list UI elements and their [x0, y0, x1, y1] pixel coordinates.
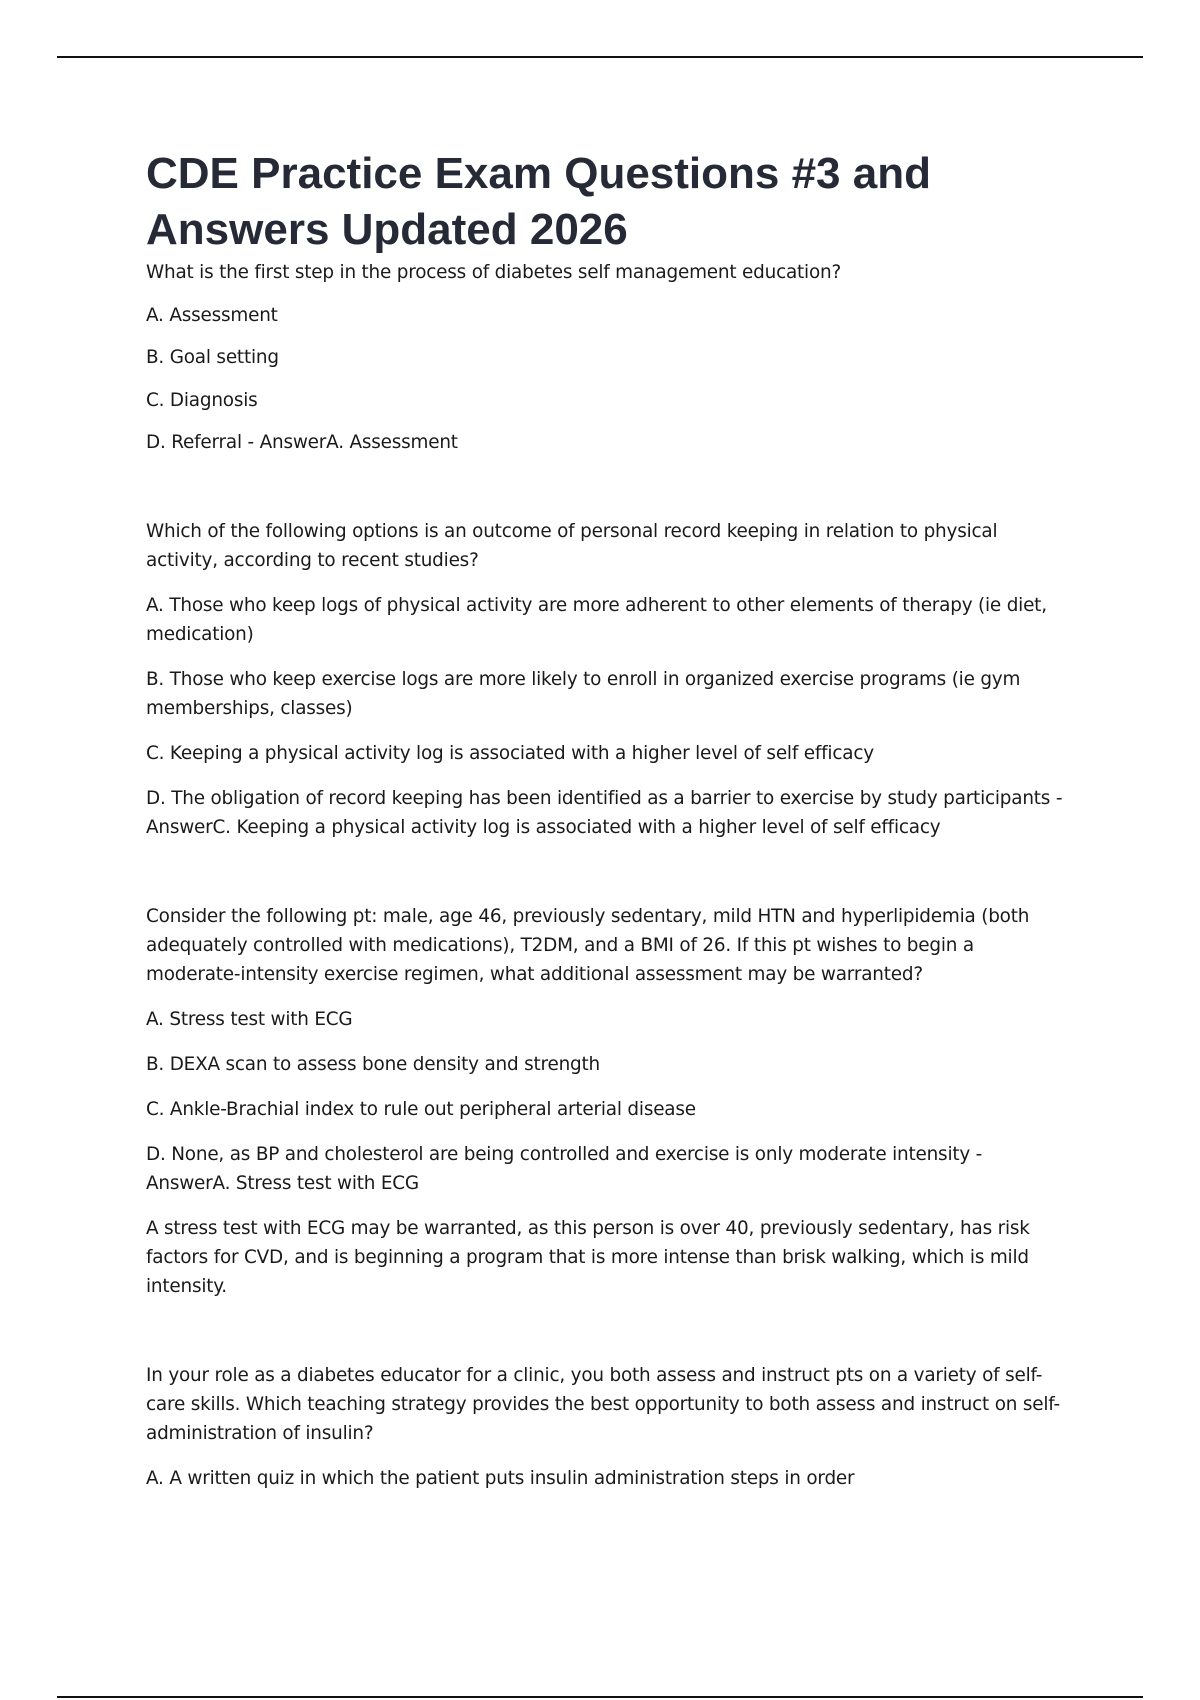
answer-option: C. Keeping a physical activity log is associated with a higher level of self efficacy	[146, 743, 874, 764]
answer-explanation: A stress test with ECG may be warranted, as this person is over 40, previously sedentary, has risk factors for CVD, and is beginning a program that is more intense than brisk walking, which is mild intensity.	[146, 1218, 1030, 1297]
answer-option: A. Those who keep logs of physical activity are more adherent to other elements of therapy (ie diet, medication)	[146, 595, 1047, 645]
document-body	[146, 146, 1066, 1493]
answer-option: B. DEXA scan to assess bone density and strength	[146, 1054, 600, 1075]
answer-option: D. Referral - AnswerA. Assessment	[146, 432, 458, 453]
question-text: What is the first step in the process of diabetes self management education?	[146, 262, 842, 283]
answer-option: B. Those who keep exercise logs are more likely to enroll in organized exercise programs (ie gym memberships, classes)	[146, 669, 1021, 719]
question-block-2	[146, 517, 1066, 842]
answer-option: D. The obligation of record keeping has been identified as a barrier to exercise by study participants - AnswerC. Keeping a physical activity log is associated with a higher level of self efficacy	[146, 788, 1063, 838]
answer-option: A. Stress test with ECG	[146, 1009, 353, 1030]
answer-option: C. Ankle-Brachial index to rule out peripheral arterial disease	[146, 1099, 696, 1120]
answer-option: A. A written quiz in which the patient puts insulin administration steps in order	[146, 1468, 855, 1489]
answer-option: C. Diagnosis	[146, 390, 258, 411]
answer-option: B. Goal setting	[146, 347, 279, 368]
answer-option: A. Assessment	[146, 305, 278, 326]
question-text: Consider the following pt: male, age 46, previously sedentary, mild HTN and hyperlipidemia (both adequately controlled with medications), T2DM, and a BMI of 26. If this pt wishes to begin a moderate-intensity exercise regimen, what additional assessment may be warranted?	[146, 906, 1030, 985]
document-title: CDE Practice Exam Questions #3 and Answers Updated 2026	[146, 149, 931, 254]
bottom-rule	[57, 1696, 1143, 1698]
question-text: In your role as a diabetes educator for a clinic, you both assess and instruct pts on a variety of self-care skills. Which teaching strategy provides the best opportunity to both assess and instruct on self-administration of insulin?	[146, 1365, 1060, 1444]
question-block-3	[146, 902, 1066, 1301]
question-block-4	[146, 1361, 1066, 1493]
question-text: Which of the following options is an outcome of personal record keeping in relation to physical activity, according to recent studies?	[146, 521, 998, 571]
question-block-1	[146, 258, 1066, 457]
answer-option: D. None, as BP and cholesterol are being controlled and exercise is only moderate intensity - AnswerA. Stress test with ECG	[146, 1144, 983, 1194]
top-rule	[57, 56, 1143, 58]
